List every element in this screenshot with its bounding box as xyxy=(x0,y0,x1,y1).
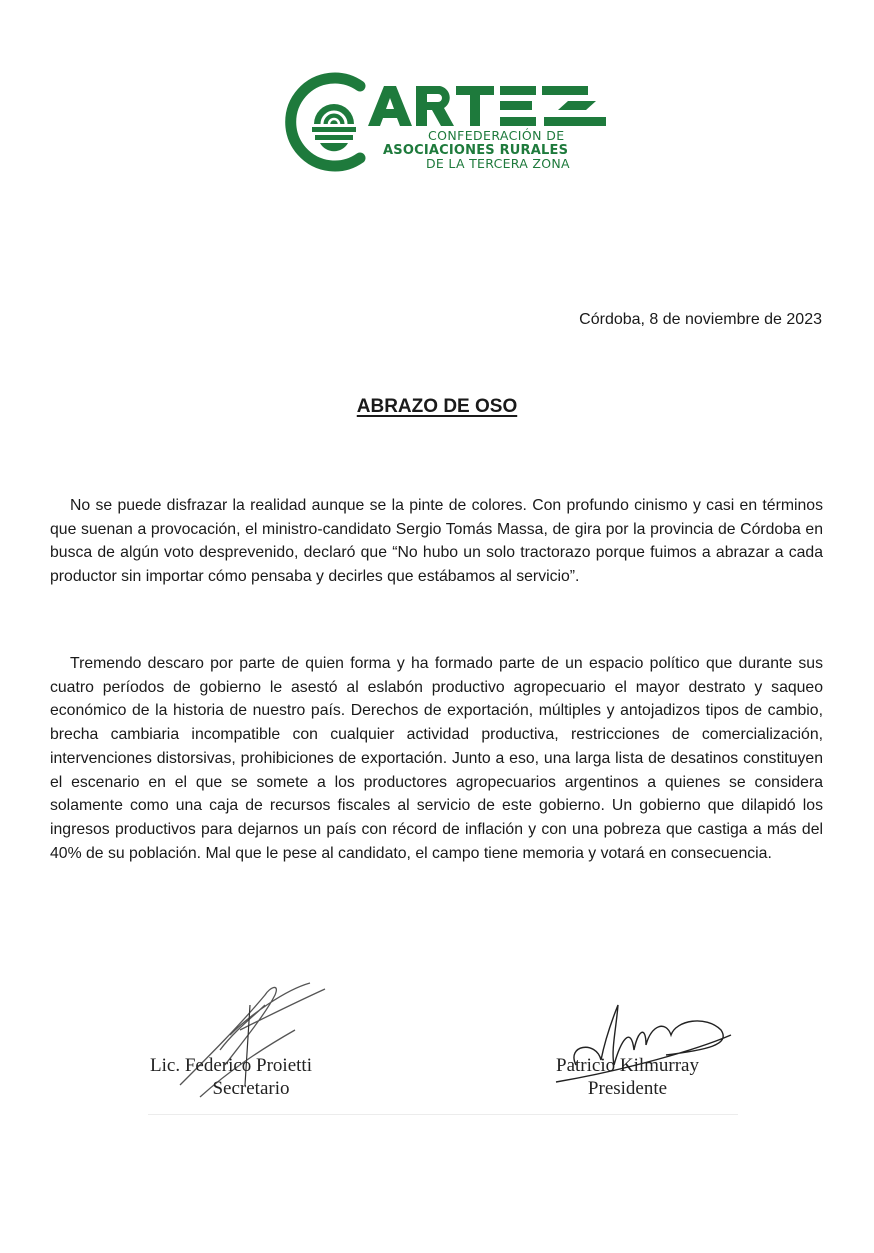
signature-name-2: Patricio Kilmurray xyxy=(556,1055,699,1076)
paragraph-1 xyxy=(50,494,823,589)
logo-line-1: CONFEDERACIÓN DE xyxy=(428,128,565,143)
signature-role-1: Secretario xyxy=(212,1077,290,1099)
signature-divider xyxy=(148,1114,738,1115)
paragraph-2 xyxy=(50,652,823,865)
letter-title-wrap xyxy=(0,396,874,418)
signature-role-2: Presidente xyxy=(587,1077,668,1099)
signature-name-1: Lic. Federico Proietti xyxy=(150,1055,312,1076)
letter-date: Córdoba, 8 de noviembre de 2023 xyxy=(579,311,822,328)
letter-title: ABRAZO DE OSO xyxy=(356,396,518,417)
logo-line-3: DE LA TERCERA ZONA xyxy=(426,156,570,171)
signature-block-secretario xyxy=(150,1055,312,1101)
cartez-logo xyxy=(268,72,613,172)
signature-block-presidente xyxy=(556,1055,699,1101)
paragraph-2-text: Tremendo descaro por parte de quien forma y ha formado parte de un espacio político que durante sus cuatro períodos de gobierno le asestó al eslabón productivo agropecuario el mayor destrato y saqueo económico de la historia de nuestro país. Derechos de exportación, múltiples y antojadizos tipos de cambio, brecha cambiaria incompatible con cualquier actividad productiva, restricciones de comercialización, intervenciones distorsivas, prohibiciones de exportación. Junto a eso, una larga lista de desatinos constituyen el escenario en el que se somete a los productores agropecuarios argentinos a quienes se considera solamente como una caja de recursos fiscales al servicio de este gobierno. Un gobierno que dilapidó los ingresos productivos para dejarnos un país con récord de inflación y con una pobreza que castiga a más del 40% de su población. Mal que le pese al candidato, el campo tiene memoria y votará en consecuencia. xyxy=(50,655,823,862)
logo-line-2: ASOCIACIONES RURALES xyxy=(383,143,569,158)
paragraph-1-text: No se puede disfrazar la realidad aunque se la pinte de colores. Con profundo cinismo y casi en términos que suenan a provocación, el ministro-candidato Sergio Tomás Massa, de gira por la provincia de Córdoba en busca de algún voto desprevenido, declaró que “No hubo un solo tractorazo porque fuimos a abrazar a cada productor sin importar cómo pensaba y decirles que estábamos al servicio”. xyxy=(50,497,823,586)
